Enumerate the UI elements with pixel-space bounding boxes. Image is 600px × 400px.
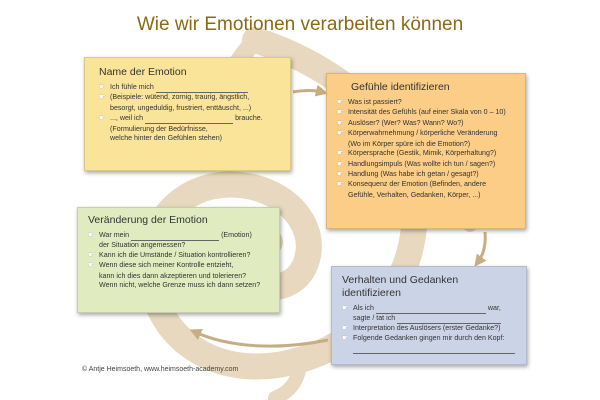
hand-pointer-icon: ☛ bbox=[337, 99, 344, 106]
list-item: ☛ War mein (Emotion) bbox=[88, 231, 252, 239]
page-title: Wie wir Emotionen verarbeiten können bbox=[136, 14, 464, 35]
list-item: ☛ Als ich war, bbox=[342, 304, 501, 312]
hand-pointer-icon: ☛ bbox=[337, 109, 344, 117]
list-item: ☛ Handlungsimpuls (Was wollte ich tun / sagen?) bbox=[337, 159, 496, 168]
name-of-emotion-box: Name der Emotion ☛ Ich fühle mich ☛ (Beispiele: wütend, zornig, traurig, ängstlich, besorgt, ungeduldig, frustriert, enttäuscht, ...) ☛ ..., weil ich brauche. (Formulierung der Bedürfnisse, welche hinter den Gefühlen stehen) bbox=[84, 57, 291, 171]
list-item: ☛ Konsequenz der Emotion (Befinden, andere bbox=[337, 180, 487, 189]
hand-pointer-icon: ☛ bbox=[99, 84, 106, 91]
list-item: ☛ Auslöser? (Wer? Was? Wann? Wo?) bbox=[337, 118, 464, 127]
list-item: ☛ Interpretation des Auslösers (erster Gedanke?) bbox=[342, 323, 501, 332]
change-of-emotion-box: Veränderung der Emotion ☛ War mein (Emotion) der Situation angemessen? ☛ Kann ich die Umstände / Situation kontrollieren? ☛ Wenn diese sich meiner Kontrolle entzieht, kann ich dies dann akzeptieren und tolerieren? Wenn nicht, welche Grenze muss ich dann setzen? bbox=[77, 207, 280, 313]
hand-pointer-icon: ☛ bbox=[88, 262, 95, 270]
list-item: ☛ (Beispiele: wütend, zornig, traurig, ängstlich, bbox=[99, 93, 250, 102]
hand-pointer-icon: ☛ bbox=[337, 181, 344, 189]
fill-in-blank bbox=[131, 233, 219, 241]
hand-pointer-icon: ☛ bbox=[99, 94, 106, 102]
identify-feelings-box: Gefühle identifizieren ☛ Was ist passiert? ☛ Intensität des Gefühls (auf einer Skala von 0 – 10) ☛ Auslöser? (Wer? Was? Wann? Wo?) ☛ Körperwahrnehmung / körperliche Veränderung (Wo im Körper spüre ich die Emotion?) ☛ Körpersprache (Gestik, Mimik, Körperhaltung?) ☛ Handlungsimpuls (Was wollte ich tun / sagen?) ☛ Handlung (Was habe ich getan / gesagt?) ☛ Konsequenz der Emotion (Befinden, andere Gefühle, Verhalten, Gedanken, Körper, ...) bbox=[326, 73, 526, 229]
hand-pointer-icon: ☛ bbox=[337, 119, 344, 127]
list-item: ☛ ..., weil ich brauche. bbox=[99, 114, 263, 123]
list-item: ☛ Intensität des Gefühls (auf einer Skala von 0 – 10) bbox=[337, 108, 506, 117]
list-item: ☛ Ich fühle mich bbox=[99, 83, 280, 93]
list-item: ☛ Was ist passiert? bbox=[337, 98, 402, 106]
list-item: ☛ Wenn diese sich meiner Kontrolle entzieht, bbox=[88, 261, 234, 270]
hand-pointer-icon: ☛ bbox=[342, 324, 349, 332]
list-item: ☛ Handlung (Was habe ich getan / gesagt?) bbox=[337, 169, 479, 178]
box-heading: Name der Emotion bbox=[99, 66, 187, 78]
hand-pointer-icon: ☛ bbox=[88, 251, 95, 259]
box-heading: Gefühle identifizieren bbox=[351, 81, 450, 93]
box-heading: Verhalten und Gedanken identifizieren bbox=[342, 274, 459, 299]
hand-pointer-icon: ☛ bbox=[342, 335, 349, 343]
fill-in-blank bbox=[397, 316, 501, 324]
fill-in-blank bbox=[156, 85, 248, 93]
fill-in-blank bbox=[145, 116, 233, 124]
copyright-notice: © Antje Heimsoeth, www.heimsoeth-academy.com bbox=[82, 366, 239, 373]
hand-pointer-icon: ☛ bbox=[337, 150, 344, 158]
hand-pointer-icon: ☛ bbox=[88, 232, 95, 239]
list-item: ☛ Körpersprache (Gestik, Mimik, Körperhaltung?) bbox=[337, 149, 497, 158]
hand-pointer-icon: ☛ bbox=[99, 115, 106, 123]
identify-behavior-thoughts-box: Verhalten und Gedanken identifizieren ☛ Als ich war, sagte / tat ich ☛ Interpretation des Auslösers (erster Gedanke?) ☛ Folgende Gedanken gingen mir durch den Kopf: bbox=[331, 266, 527, 365]
fill-in-blank bbox=[376, 306, 486, 314]
list-item: ☛ Körperwahrnehmung / körperliche Veränderung bbox=[337, 129, 498, 138]
hand-pointer-icon: ☛ bbox=[337, 170, 344, 178]
hand-pointer-icon: ☛ bbox=[337, 160, 344, 168]
fill-in-blank bbox=[353, 345, 515, 354]
hand-pointer-icon: ☛ bbox=[337, 130, 344, 138]
hand-pointer-icon: ☛ bbox=[342, 305, 349, 312]
list-item: ☛ Kann ich die Umstände / Situation kontrollieren? bbox=[88, 250, 251, 259]
box-heading: Veränderung der Emotion bbox=[88, 214, 208, 226]
list-item: ☛ Folgende Gedanken gingen mir durch den Kopf: bbox=[342, 334, 505, 343]
